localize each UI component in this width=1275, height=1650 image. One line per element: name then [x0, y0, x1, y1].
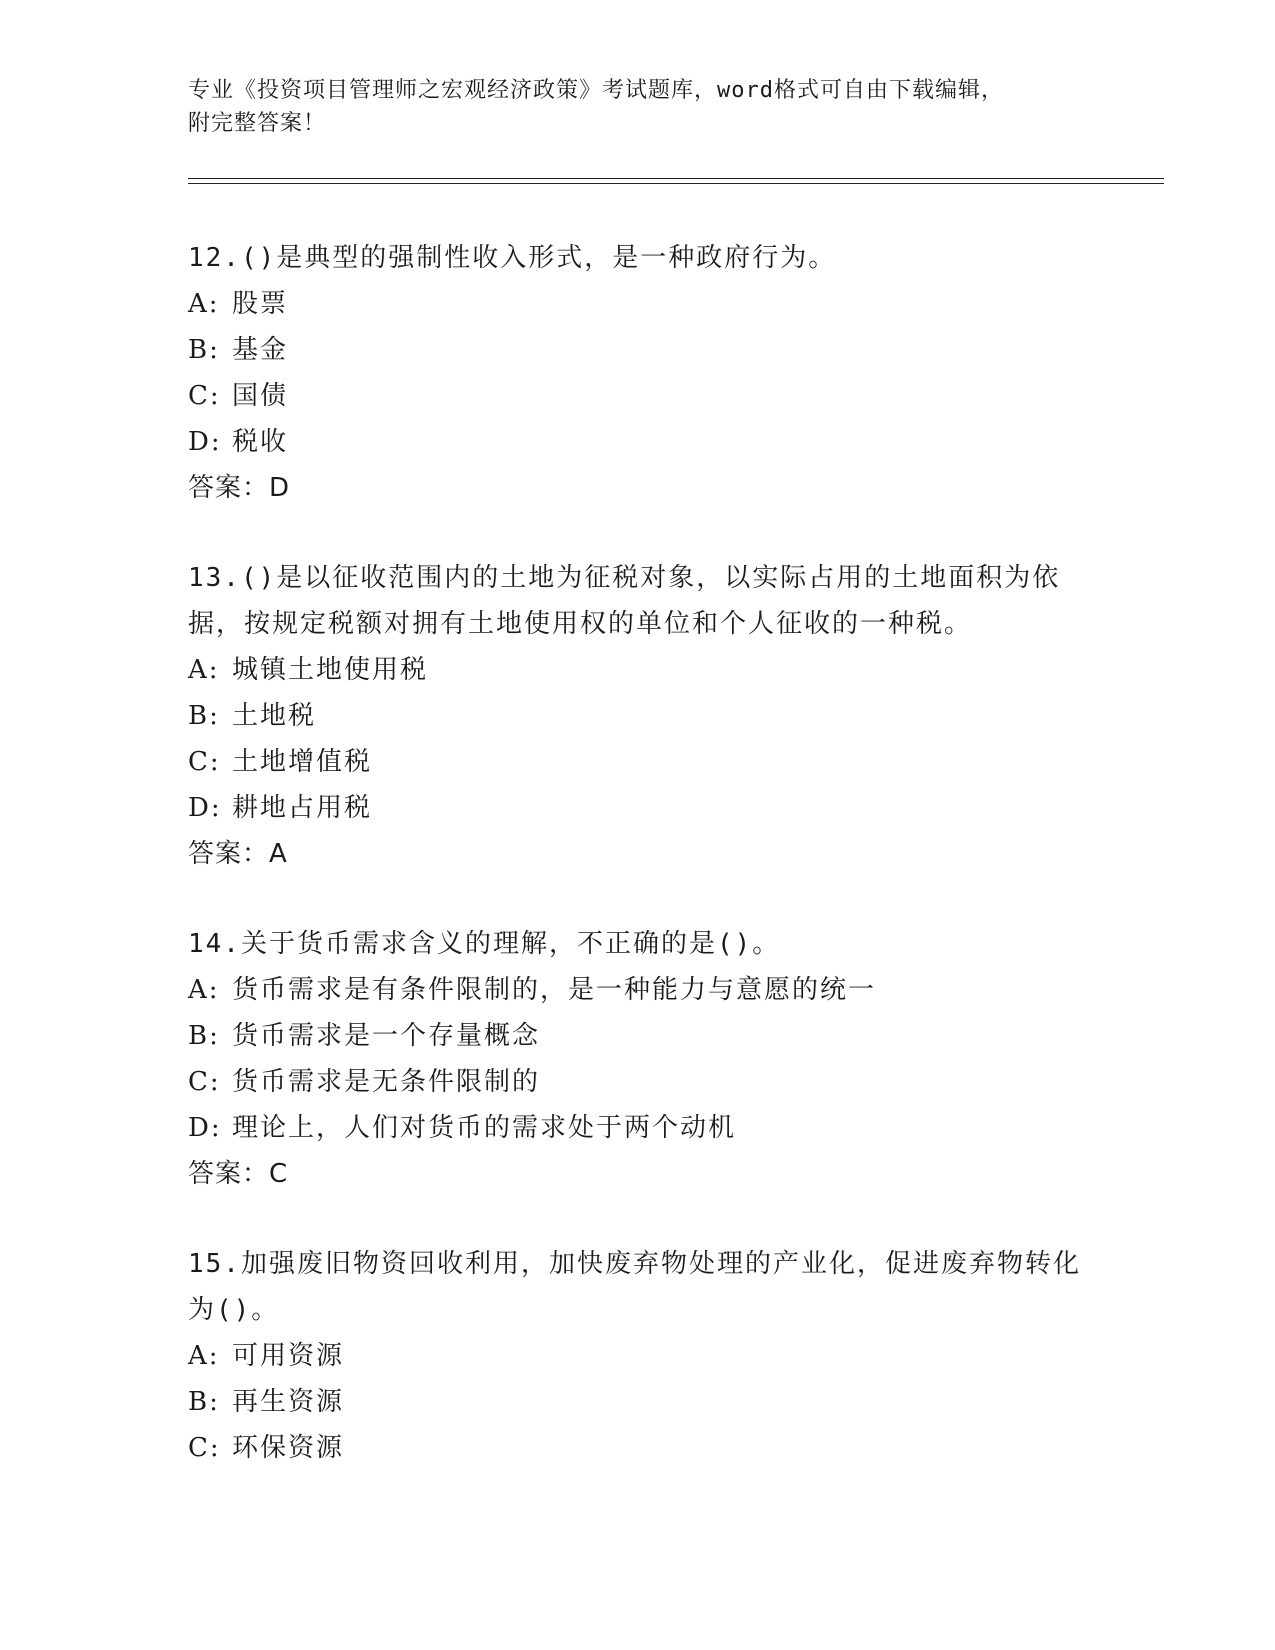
header-rule-bottom [188, 183, 1164, 184]
option-key: B: [188, 1021, 220, 1051]
option-text: 城镇土地使用税 [232, 655, 429, 685]
option-text: 土地税 [232, 701, 317, 731]
option-b [188, 327, 1088, 373]
document-header [188, 74, 1088, 140]
answer-line: 答案：D [188, 473, 291, 503]
option-c [188, 1425, 1088, 1471]
option-c [188, 1059, 1088, 1105]
option-text: 再生资源 [232, 1387, 345, 1417]
option-c [188, 373, 1088, 419]
option-key: B: [188, 1387, 220, 1417]
option-text: 股票 [232, 289, 289, 319]
header-line-2: 附完整答案！ [188, 111, 327, 136]
question-13 [188, 555, 1088, 877]
option-key: A: [188, 1341, 220, 1371]
question-stem: 14.关于货币需求含义的理解，不正确的是()。 [188, 929, 781, 959]
option-d [188, 419, 1088, 465]
option-key: A: [188, 975, 220, 1005]
option-text: 可用资源 [232, 1341, 345, 1371]
option-b [188, 1013, 1088, 1059]
option-key: D: [188, 427, 222, 457]
option-text: 货币需求是一个存量概念 [232, 1021, 541, 1051]
option-text: 基金 [232, 335, 289, 365]
question-stem: 15.加强废旧物资回收利用，加快废弃物处理的产业化，促进废弃物转化为()。 [188, 1249, 1081, 1325]
option-key: C: [188, 1433, 221, 1463]
option-d [188, 1105, 1088, 1151]
option-text: 货币需求是无条件限制的 [232, 1067, 541, 1097]
header-rule-top [188, 178, 1164, 179]
option-text: 货币需求是有条件限制的，是一种能力与意愿的统一 [232, 975, 877, 1005]
question-14 [188, 921, 1088, 1197]
option-text: 耕地占用税 [232, 793, 373, 823]
option-key: C: [188, 1067, 221, 1097]
option-text: 国债 [232, 381, 289, 411]
option-text: 税收 [232, 427, 289, 457]
question-stem: 13.()是以征收范围内的土地为征税对象，以实际占用的土地面积为依据，按规定税额对拥有土地使用权的单位和个人征收的一种税。 [188, 563, 1061, 639]
question-12 [188, 235, 1088, 511]
option-a [188, 281, 1088, 327]
option-d [188, 785, 1088, 831]
option-b [188, 693, 1088, 739]
option-key: A: [188, 289, 220, 319]
option-key: D: [188, 793, 222, 823]
option-a [188, 1333, 1088, 1379]
question-stem: 12.()是典型的强制性收入形式，是一种政府行为。 [188, 243, 837, 273]
option-key: C: [188, 747, 221, 777]
option-b [188, 1379, 1088, 1425]
option-a [188, 647, 1088, 693]
option-key: B: [188, 335, 220, 365]
header-line-1: 专业《投资项目管理师之宏观经济政策》考试题库，word格式可自由下载编辑， [188, 78, 1004, 103]
option-text: 环保资源 [232, 1433, 345, 1463]
option-text: 理论上，人们对货币的需求处于两个动机 [232, 1113, 737, 1143]
question-15 [188, 1241, 1088, 1471]
option-key: D: [188, 1113, 222, 1143]
answer-line: 答案：C [188, 1159, 289, 1189]
option-key: A: [188, 655, 220, 685]
option-key: B: [188, 701, 220, 731]
answer-line: 答案：A [188, 839, 288, 869]
option-a [188, 967, 1088, 1013]
option-text: 土地增值税 [232, 747, 373, 777]
question-list [188, 235, 1088, 1515]
option-c [188, 739, 1088, 785]
option-key: C: [188, 381, 221, 411]
